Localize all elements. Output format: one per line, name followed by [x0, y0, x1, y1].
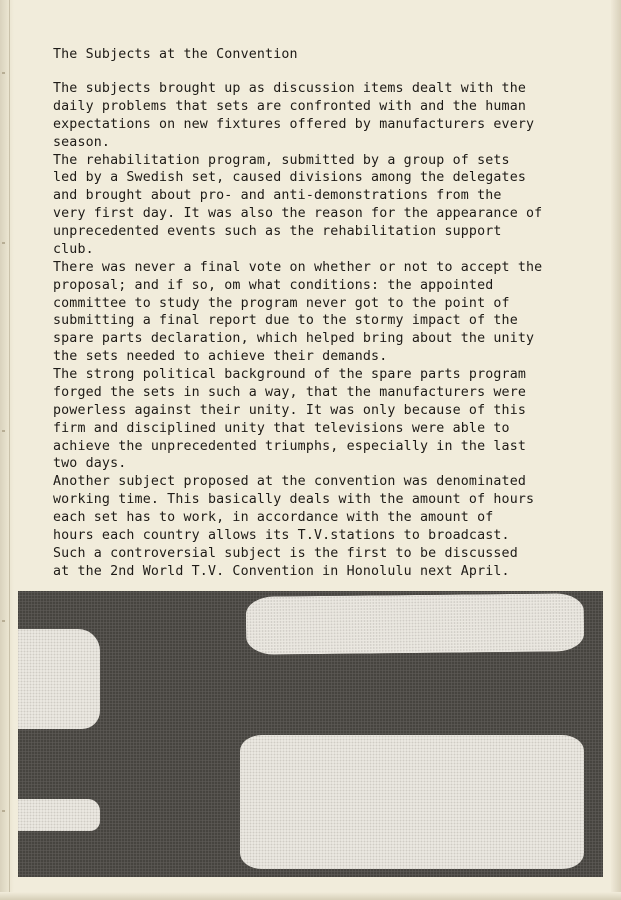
- tv-screen-bottom-right: [240, 735, 584, 869]
- body-line: forged the sets in such a way, that the manufacturers were: [53, 384, 527, 400]
- binding-mark: [2, 810, 5, 812]
- binding-mark: [2, 242, 5, 244]
- body-line: hours each country allows its T.V.stations to broadcast.: [53, 527, 510, 543]
- body-line: and brought about pro- and anti-demonstrations from the: [53, 188, 502, 204]
- body-line: season.: [53, 134, 111, 150]
- body-line: daily problems that sets are confronted with and the human: [53, 98, 527, 114]
- body-line: proposal; and if so, om what conditions: the appointed: [53, 277, 494, 293]
- body-line: achieve the unprecedented triumphs, especially in the last: [53, 438, 527, 454]
- body-line: The strong political background of the spare parts program: [53, 367, 527, 382]
- document-title: The Subjects at the Convention: [53, 47, 298, 62]
- binding-mark: [2, 72, 5, 74]
- binding-mark: [2, 620, 5, 622]
- binding-margin: [0, 0, 14, 900]
- body-line: Such a controversial subject is the first to be discussed: [53, 545, 518, 561]
- body-line: the sets needed to achieve their demands.: [53, 349, 388, 365]
- body-line: at the 2nd World T.V. Convention in Honolulu next April.: [53, 563, 510, 579]
- body-line: unprecedented events such as the rehabilitation support: [53, 224, 502, 239]
- tv-screen-top-right: [246, 593, 585, 655]
- tv-screens-photo: [18, 591, 603, 877]
- binding-mark: [2, 430, 5, 432]
- page-edge-bottom: [0, 892, 621, 900]
- body-line: firm and disciplined unity that televisions were able to: [53, 420, 510, 436]
- body-line: powerless against their unity. It was only because of this: [53, 402, 527, 418]
- body-line: The rehabilitation program, submitted by a group of sets: [53, 152, 510, 168]
- body-line: each set has to work, in accordance with the amount of: [53, 510, 494, 525]
- body-line: committee to study the program never got to the point of: [53, 295, 510, 311]
- body-line: spare parts declaration, which helped bring about the unity: [53, 331, 535, 347]
- text-block: [53, 44, 603, 581]
- body-line: club.: [53, 241, 94, 257]
- body-line: There was never a final vote on whether or not to accept the: [53, 259, 543, 275]
- body-line: very first day. It was also the reason for the appearance of: [53, 206, 543, 222]
- tv-screen-left-top: [18, 629, 100, 729]
- body-line: led by a Swedish set, caused divisions among the delegates: [53, 170, 527, 186]
- body-line: submitting a final report due to the stormy impact of the: [53, 313, 518, 329]
- body-line: working time. This basically deals with the amount of hours: [53, 492, 535, 508]
- body-line: expectations on new fixtures offered by manufacturers every: [53, 116, 535, 132]
- document-body: [53, 80, 603, 581]
- binding-fold-line: [9, 0, 10, 900]
- tv-screen-left-bottom: [18, 799, 100, 831]
- body-line: two days.: [53, 456, 127, 472]
- body-line: Another subject proposed at the convention was denominated: [53, 474, 527, 490]
- page-edge-right: [611, 0, 621, 900]
- body-line: The subjects brought up as discussion items dealt with the: [53, 81, 527, 96]
